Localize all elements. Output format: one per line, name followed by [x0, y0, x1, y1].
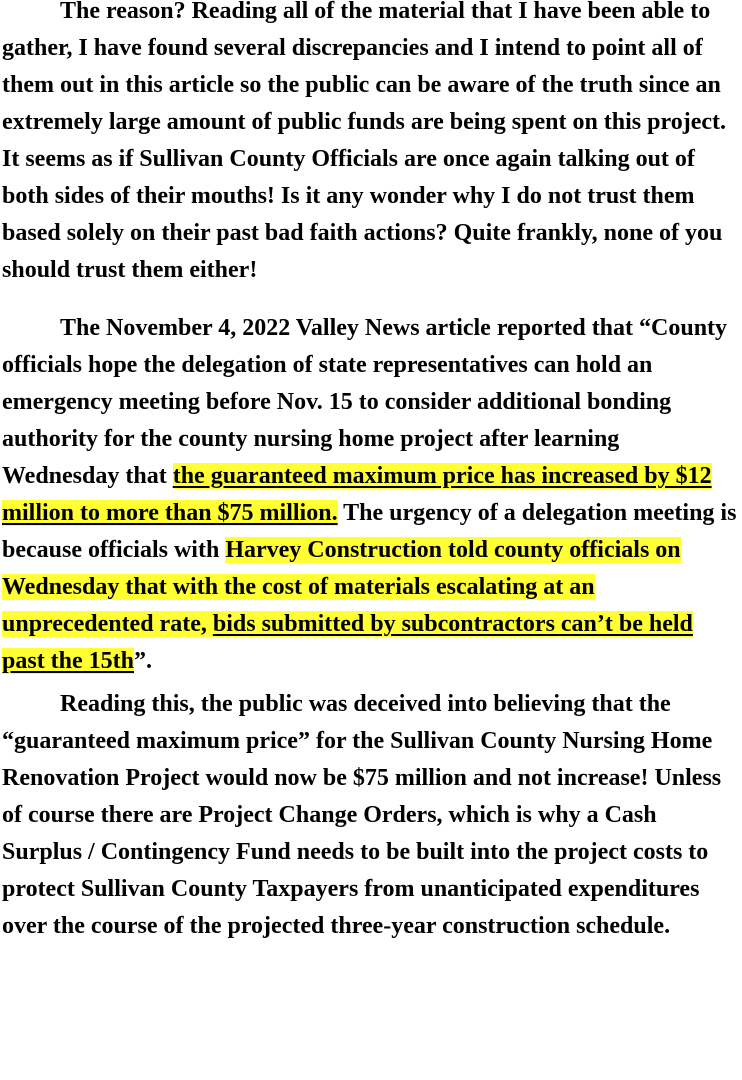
- paragraph-valley-news: [2, 310, 740, 680]
- closing-quote: ”.: [134, 648, 153, 674]
- valley-news-intro-text: The November 4, 2022 Valley News article reported that “County officials hope the delegation of state representatives can hold an emergency meeting before Nov. 15 to consider additional bonding authority for the county nursing home project after learning Wednesday that: [2, 315, 728, 489]
- highlighted-bids-deadline: bids submitted by subcontractors can’t be held past the 15th: [2, 611, 693, 674]
- delegation-urgency-text: The urgency of a delegation meeting is because officials with: [2, 500, 737, 563]
- highlighted-price-increase: the guaranteed maximum price has increased by $12 million to more than $75 million.: [2, 463, 712, 526]
- paragraph-public-deceived: Reading this, the public was deceived into believing that the “guaranteed maximum price” for the Sullivan County Nursing Home Renovation Project would now be $75 million and not increase! Unless of course there are Project Change Orders, which is why a Cash Surplus / Contingency Fund needs to be built into the project costs to protect Sullivan County Taxpayers from unanticipated expenditures over the course of the projected three-year construction schedule.: [2, 691, 722, 939]
- highlighted-harvey-construction: Harvey Construction told county officials on Wednesday that with the cost of materials escalating at an unprecedented rate,: [2, 537, 681, 637]
- document-page: [2, 0, 740, 945]
- paragraph-reason: The reason? Reading all of the material that I have been able to gather, I have found several discrepancies and I intend to point all of them out in this article so the public can be aware of the truth since an extremely large amount of public funds are being spent on this project. It seems as if Sullivan County Officials are once again talking out of both sides of their mouths! Is it any wonder why I do not trust them based solely on their past bad faith actions? Quite frankly, none of you should trust them either!: [2, 0, 726, 283]
